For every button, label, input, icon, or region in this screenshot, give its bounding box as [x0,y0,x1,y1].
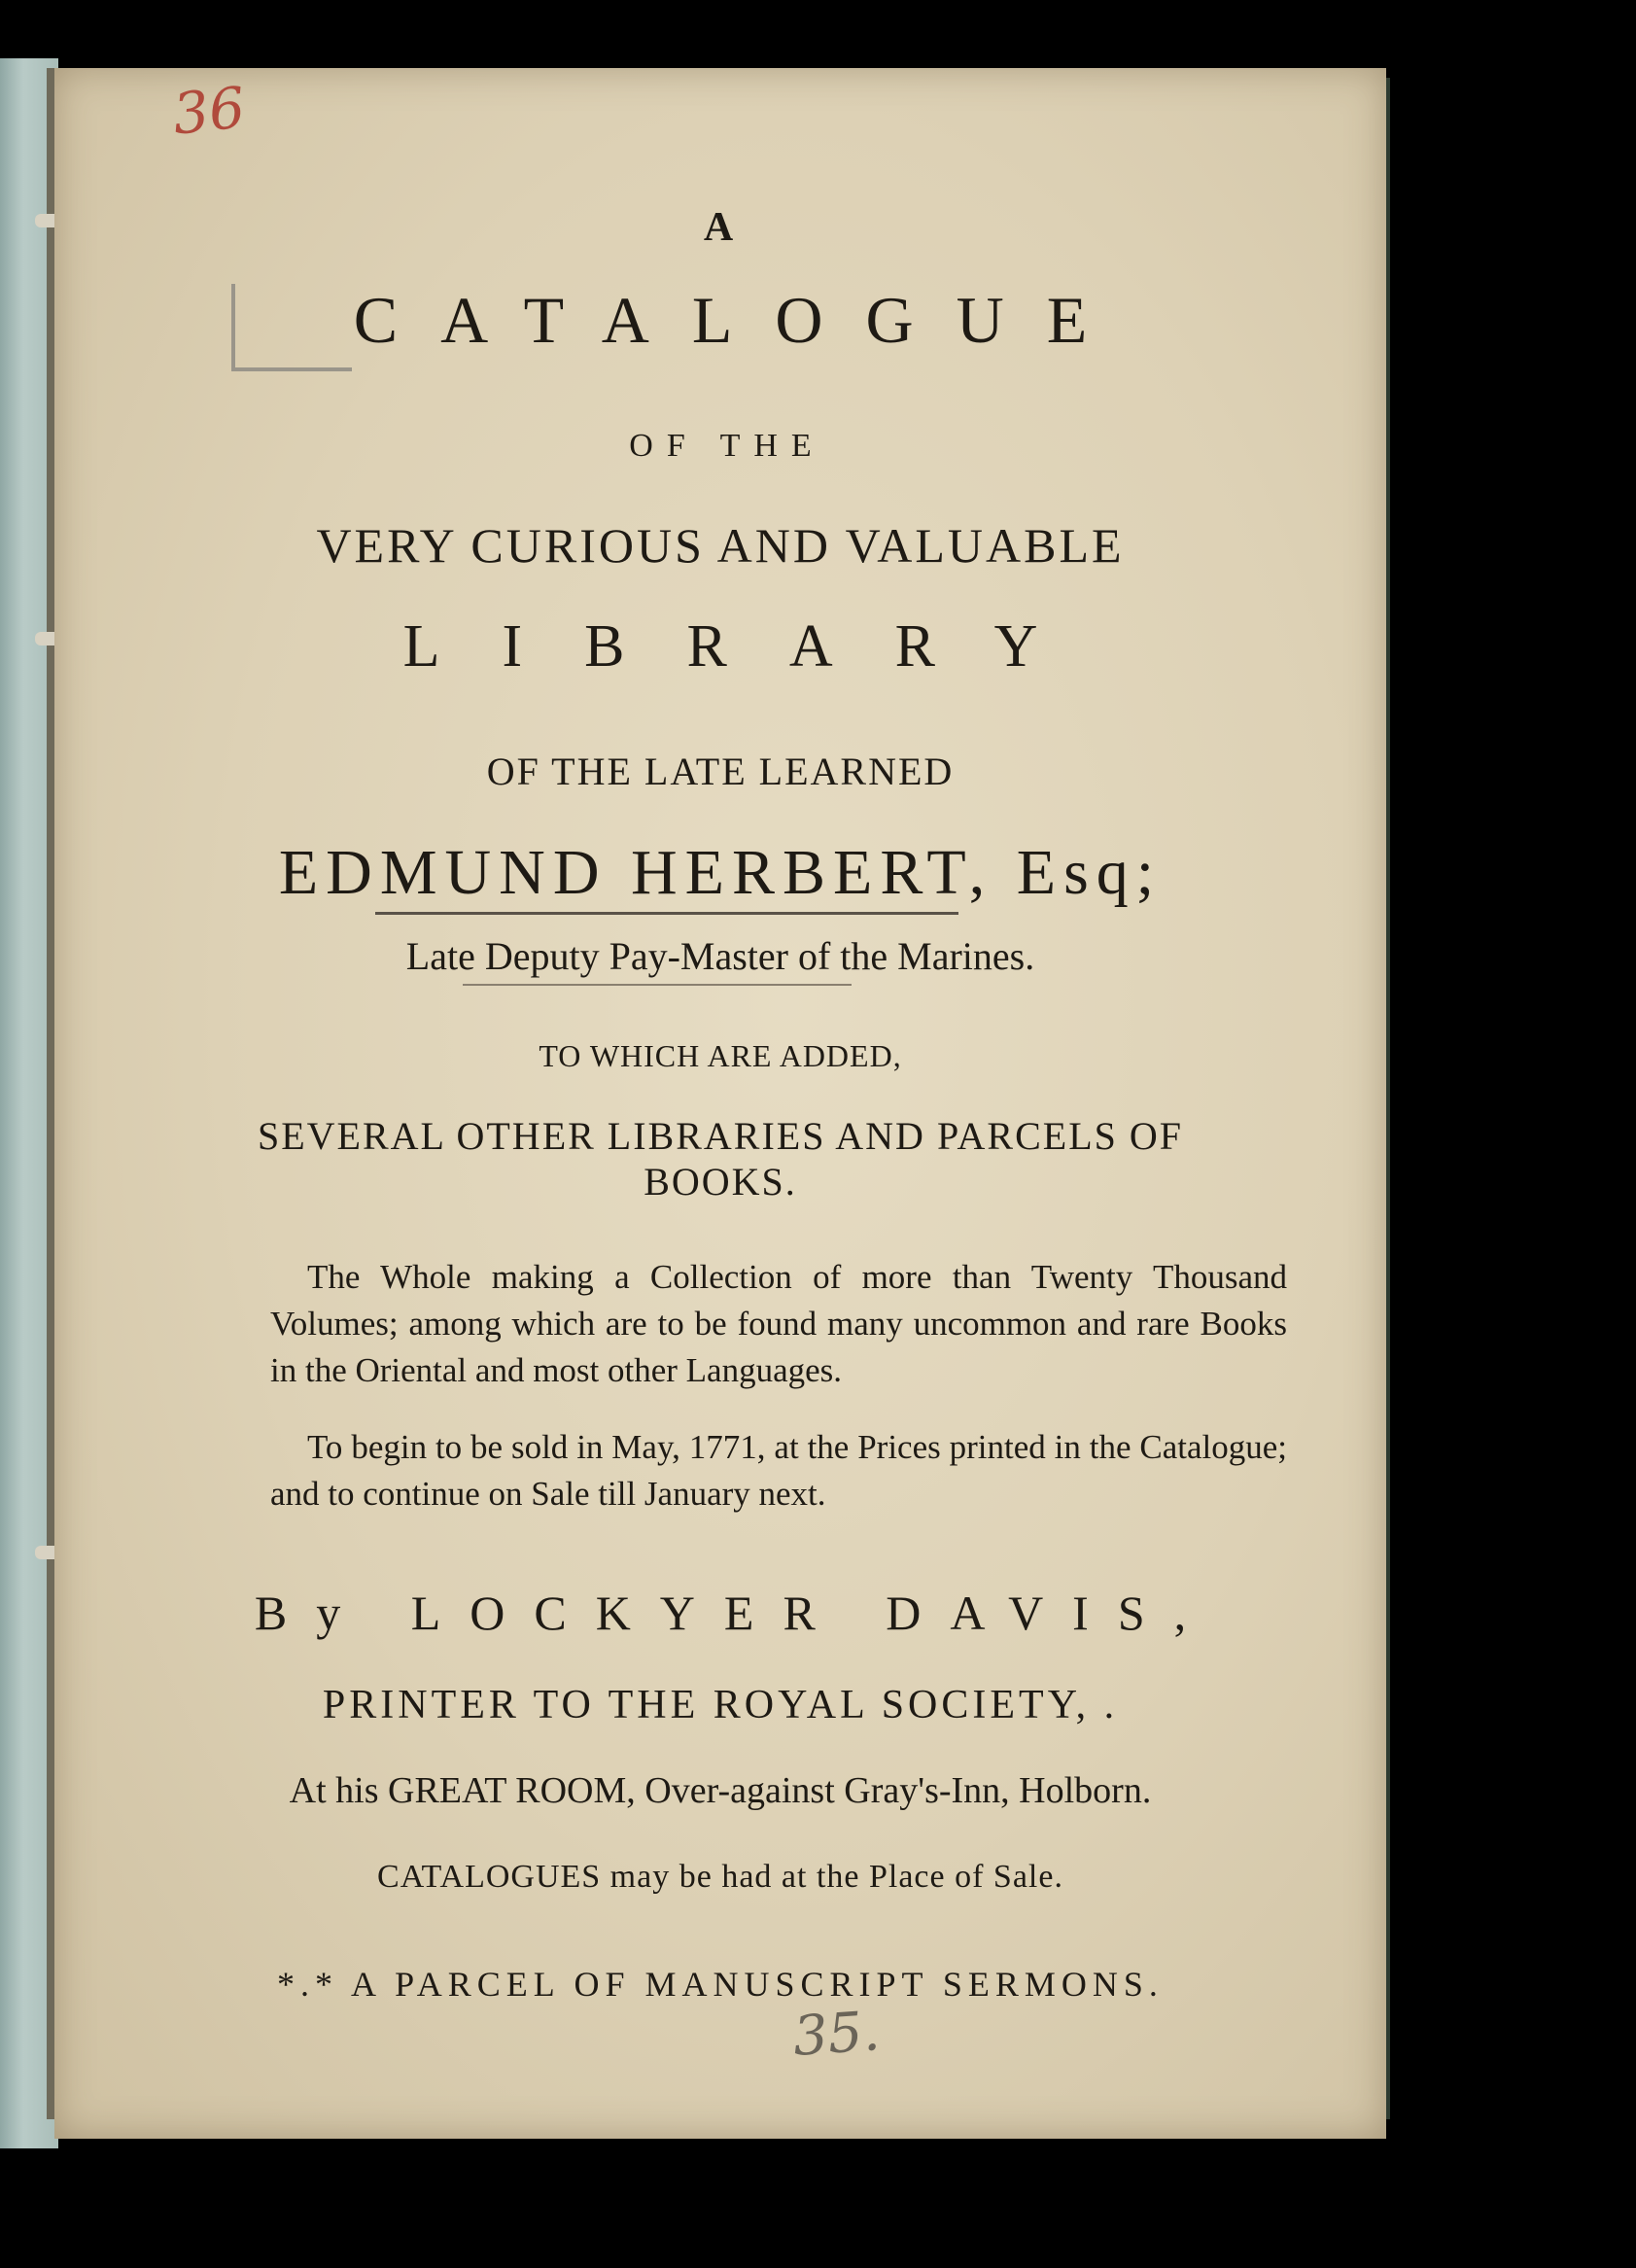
title-catalogue: CATALOGUE [353,283,1131,357]
owner-office: Late Deputy Pay-Master of the Marines. [405,934,1035,978]
printer-title: PRINTER TO THE ROYAL SOCIETY, . [322,1683,1119,1727]
title-page [54,68,1386,2139]
manuscript-sermons-note: *.* A PARCEL OF MANUSCRIPT SERMONS. [277,1965,1164,2004]
sale-paragraph: To begin to be sold in May, 1771, at the Prices printed in the Catalogue; and to continue on Sale till January next. [270,1428,1287,1513]
printer-name: By LOCKYER DAVIS, [254,1586,1216,1640]
title-article: A [703,205,738,250]
sale-location: At his GREAT ROOM, Over-against Gray's-Inn, Holborn. [289,1770,1152,1811]
catalogues-note: CATALOGUES may be had at the Place of Sale. [377,1859,1063,1895]
handwritten-number-bottom: 35. [790,1999,883,2070]
collection-paragraph: The Whole making a Collection of more than Twenty Thousand Volumes; among which are to be found many uncommon and rare Books in the Oriental and most other Languages. [270,1258,1287,1389]
title-curious-valuable: VERY CURIOUS AND VALUABLE [316,518,1125,573]
title-late-learned: OF THE LATE LEARNED [486,750,955,793]
title-of-the: OF THE [629,428,825,464]
office-underline [463,984,852,986]
handwritten-number-top: 36 [169,74,249,148]
added-heading: TO WHICH ARE ADDED, [539,1038,902,1073]
other-libraries-line-1: SEVERAL OTHER LIBRARIES AND PARCELS OF [257,1114,1184,1158]
other-libraries-line-2: BOOKS. [644,1160,797,1204]
title-library: LIBRARY [402,613,1100,680]
spine-binding-edge [47,68,54,2119]
owner-name: EDMUND HERBERT, Esq; [278,837,1163,908]
name-underline [375,912,958,915]
